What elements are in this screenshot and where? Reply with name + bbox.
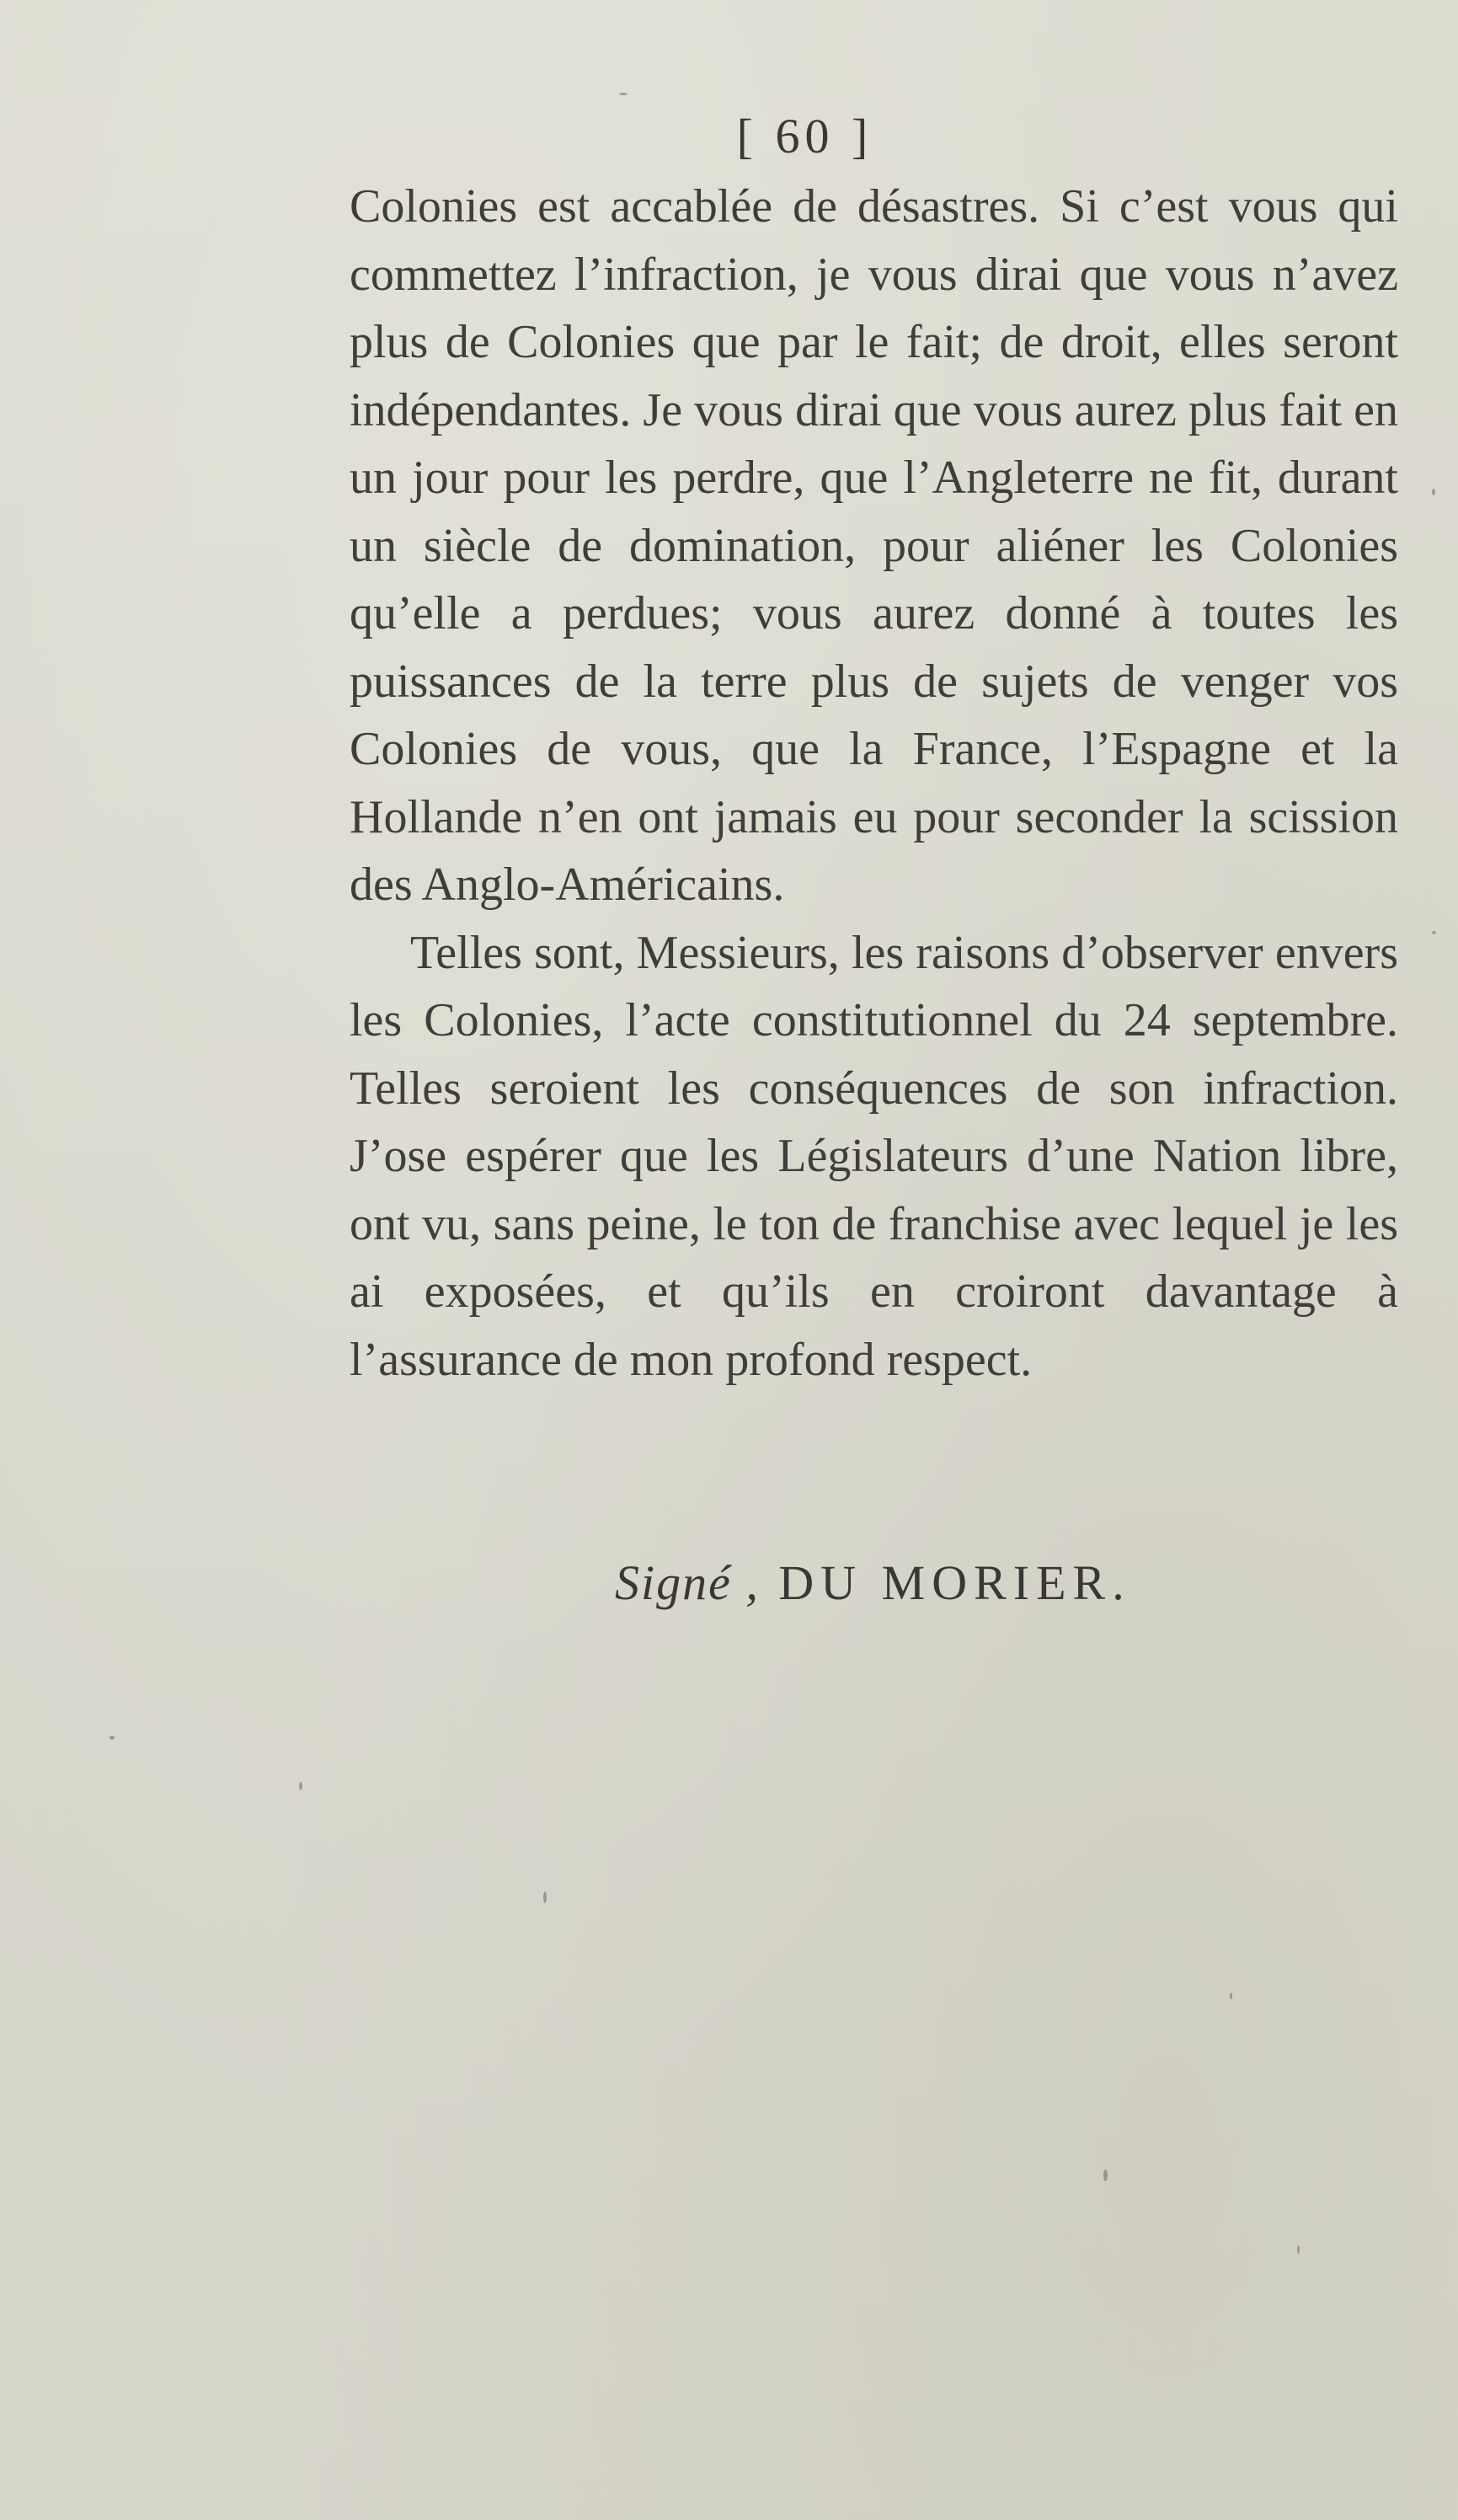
page-number: [ 60 ]: [736, 109, 873, 163]
signature-name: DU MORIER.: [778, 1555, 1131, 1610]
paper-speck: [1230, 1993, 1232, 1999]
paragraph-1: Colonies est accablée de désastres. Si c’est vous qui commettez l’infraction, je vous dirai que vous n’avez plus de Colonies que par le fait; de droit, elles seront indépendantes. Je vous dirai que vous aurez plus fait en un jour pour les perdre, que l’Angleterre ne fit, durant un siècle de domination, pour aliéner les Colonies qu’elle a perdues; vous aurez donné à toutes les puissances de la terre plus de sujets de venger vos Colonies de vous, que la France, l’Espagne et la Hollande n’en ont jamais eu pour seconder la scission des Anglo-Américains.: [350, 180, 1398, 911]
paper-speck: [299, 1782, 302, 1790]
paper-speck: [1432, 931, 1436, 934]
paper-speck: [543, 1891, 547, 1903]
paragraph-2: Telles sont, Messieurs, les raisons d’observer envers les Colonies, l’acte constitutionnel du 24 septembre. Telles seroient les conséquences de son infraction. J’ose espérer que les Législateurs d’une Nation libre, ont vu, sans peine, le ton de franchise avec lequel je les ai exposées, et qu’ils en croiront davantage à l’assurance de mon profond respect.: [350, 926, 1398, 1386]
body-text: [350, 173, 1398, 1394]
paper-speck: [1432, 489, 1435, 495]
paper-speck: [109, 1736, 115, 1740]
paper-speck: [619, 93, 628, 95]
paper-speck: [1103, 2170, 1108, 2181]
signature-line: [615, 1554, 1131, 1611]
signature-signe: Signé ,: [615, 1555, 760, 1610]
paper-speck: [1297, 2245, 1300, 2254]
